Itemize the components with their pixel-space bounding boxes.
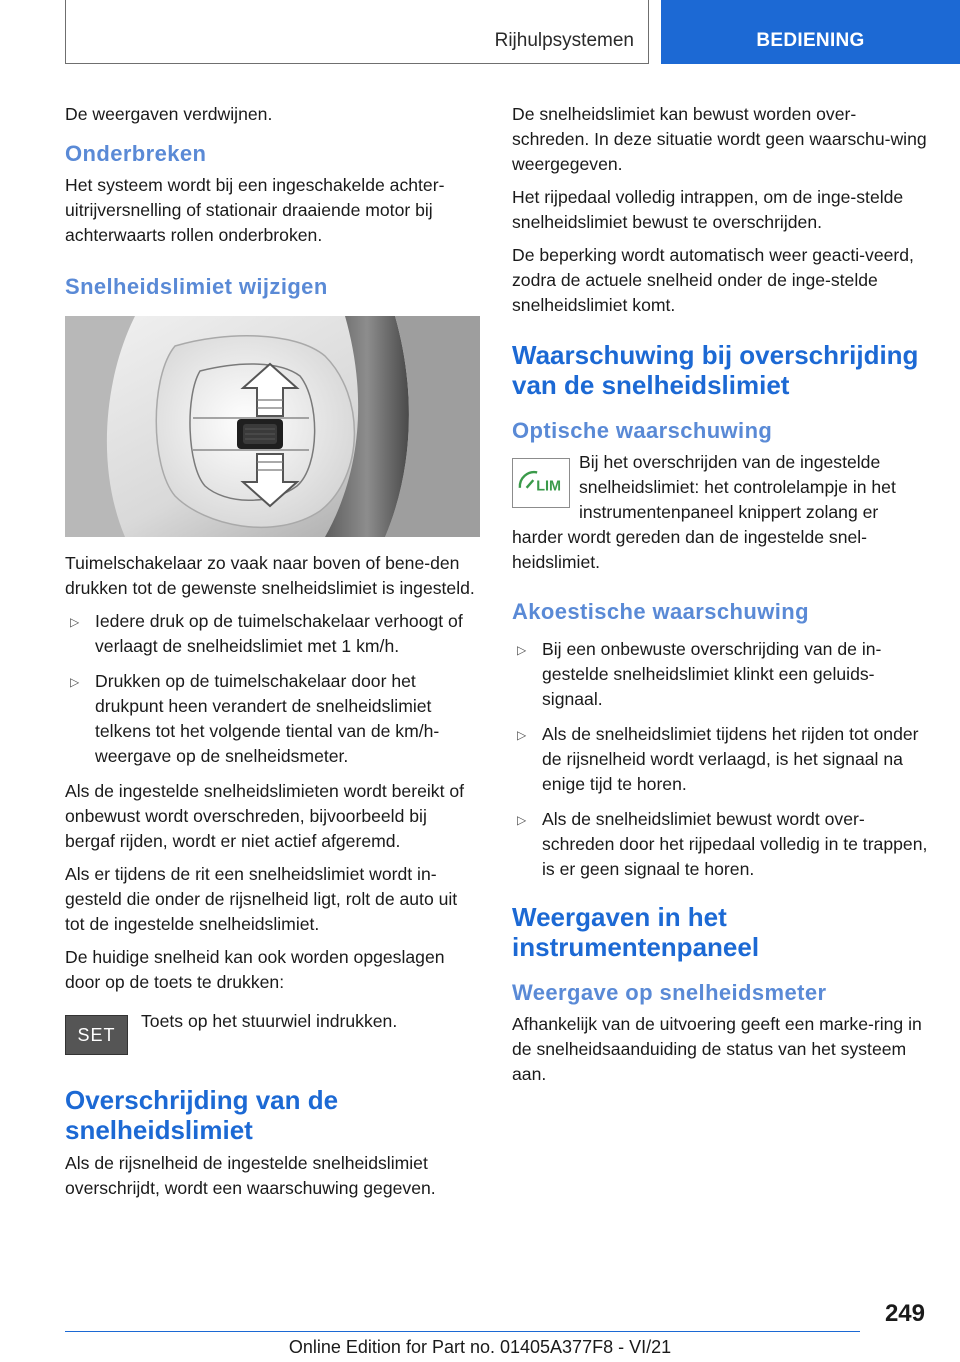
triangle-bullet-icon: ▷ <box>517 643 527 657</box>
page-number: 249 <box>884 1300 925 1327</box>
heading-displays: Weergaven in het instrumentenpaneel <box>512 902 760 962</box>
heading-speedometer: Weergave op snelheidsmeter <box>512 980 827 1005</box>
header-chapter-label: BEDIENING <box>756 30 865 51</box>
lim-warning-block <box>512 450 928 575</box>
overshoot-paragraph: Als de rijsnelheid de ingestelde snelheidslimiet overschrijdt, wordt een waarschuwing gegeven. <box>65 1153 436 1198</box>
header-chapter-tab <box>661 0 960 64</box>
paragraph-reactivate: De beperking wordt automatisch weer geacti-veerd, zodra de actuele snelheid onder de inge-stelde snelheidslimiet komt. <box>512 245 914 315</box>
list-item: ▷ Als de snelheidslimiet tijdens het rijden tot onder de rijsnelheid wordt verlaagd, is het signaal na enige tijd te horen. <box>517 724 919 794</box>
heading-overshoot: Overschrijding van de snelheidslimiet <box>65 1085 339 1145</box>
left-column <box>65 102 480 1209</box>
set-instruction: Toets op het stuurwiel indrukken. <box>141 1011 398 1031</box>
header-section-box <box>65 0 649 64</box>
list-item: ▷ Als de snelheidslimiet bewust wordt over-schreden door het rijpedaal volledig in te trappen, is er geen signaal te horen. <box>517 809 928 879</box>
heading-interrupt: Onderbreken <box>65 141 207 166</box>
footer-edition: Online Edition for Part no. 01405A377F8 - VI/21 <box>288 1337 672 1357</box>
set-button-icon: SET <box>65 1015 128 1055</box>
paragraph-override: De snelheidslimiet kan bewust worden over-schreden. In deze situatie wordt geen waarschu-wing weergegeven. <box>512 104 927 174</box>
triangle-bullet-icon: ▷ <box>517 728 527 742</box>
rocker-paragraph: Tuimelschakelaar zo vaak naar boven of bene-den drukken tot de gewenste snelheidslimiet is ingesteld. <box>65 553 475 598</box>
paragraph-pedal: Het rijpedaal volledig intrappen, om de inge-stelde snelheidslimiet bewust te overschrijden. <box>512 187 904 232</box>
speedometer-paragraph: Afhankelijk van de uitvoering geeft een marke-ring in de snelheidsaanduiding de status van het systeem aan. <box>512 1014 922 1084</box>
triangle-bullet-icon: ▷ <box>517 813 527 827</box>
list-item: ▷ Drukken op de tuimelschakelaar door het drukpunt heen verandert de snelheidslimiet telkens tot het volgende tiental van de km/h-weergave op de snelheidsmeter. <box>70 671 440 766</box>
heading-warning: Waarschuwing bij overschrijding van de snelheidslimiet <box>512 340 919 400</box>
set-button-row <box>65 1009 480 1051</box>
heading-acoustic-warning: Akoestische waarschuwing <box>512 599 809 624</box>
header-section-title: Rijhulpsystemen <box>494 30 634 51</box>
below-paragraph: Als er tijdens de rit een snelheidslimiet wordt in-gesteld die onder de rijsnelheid ligt, rolt de auto uit tot de ingestelde snelheidslimiet. <box>65 864 458 934</box>
rocker-bullet-list <box>65 609 480 769</box>
optic-paragraph-part1: Bij het overschrijden van de ingestelde snelheidslimiet: het controlelampje in het instrumentenpaneel knippert zolang er <box>579 452 896 522</box>
triangle-bullet-icon: ▷ <box>70 615 80 629</box>
steering-wheel-rocker-photo <box>65 316 480 537</box>
optic-paragraph-part2: harder wordt gereden dan de ingestelde snel-heidslimiet. <box>512 527 868 572</box>
heading-change-limit: Snelheidslimiet wijzigen <box>65 274 328 299</box>
list-item: ▷ Iedere druk op de tuimelschakelaar verhoogt of verlaagt de snelheidslimiet met 1 km/h. <box>70 611 463 656</box>
list-item: ▷ Bij een onbewuste overschrijding van de in-gestelde snelheidslimiet klinkt een geluids-signaal. <box>517 639 882 709</box>
speed-limiter-lamp-icon <box>512 458 570 508</box>
acoustic-bullet-list <box>512 637 928 882</box>
save-paragraph: De huidige snelheid kan ook worden opgeslagen door op de toets te drukken: <box>65 947 445 992</box>
right-column <box>512 102 928 1095</box>
interrupt-paragraph: Het systeem wordt bij een ingeschakelde achter-uitrijversnelling of stationair draaiende motor bij achterwaarts rollen onderbroken. <box>65 175 445 245</box>
exceed-paragraph: Als de ingestelde snelheidslimieten wordt bereikt of onbewust wordt overschreden, bijvoorbeeld bij bergaf rijden, wordt er niet actief afgeremd. <box>65 781 465 851</box>
heading-optic-warning: Optische waarschuwing <box>512 418 773 443</box>
triangle-bullet-icon: ▷ <box>70 675 80 689</box>
svg-text:LIM: LIM <box>536 478 561 495</box>
intro-paragraph: De weergaven verdwijnen. <box>65 104 273 124</box>
footer-divider <box>65 1331 860 1332</box>
